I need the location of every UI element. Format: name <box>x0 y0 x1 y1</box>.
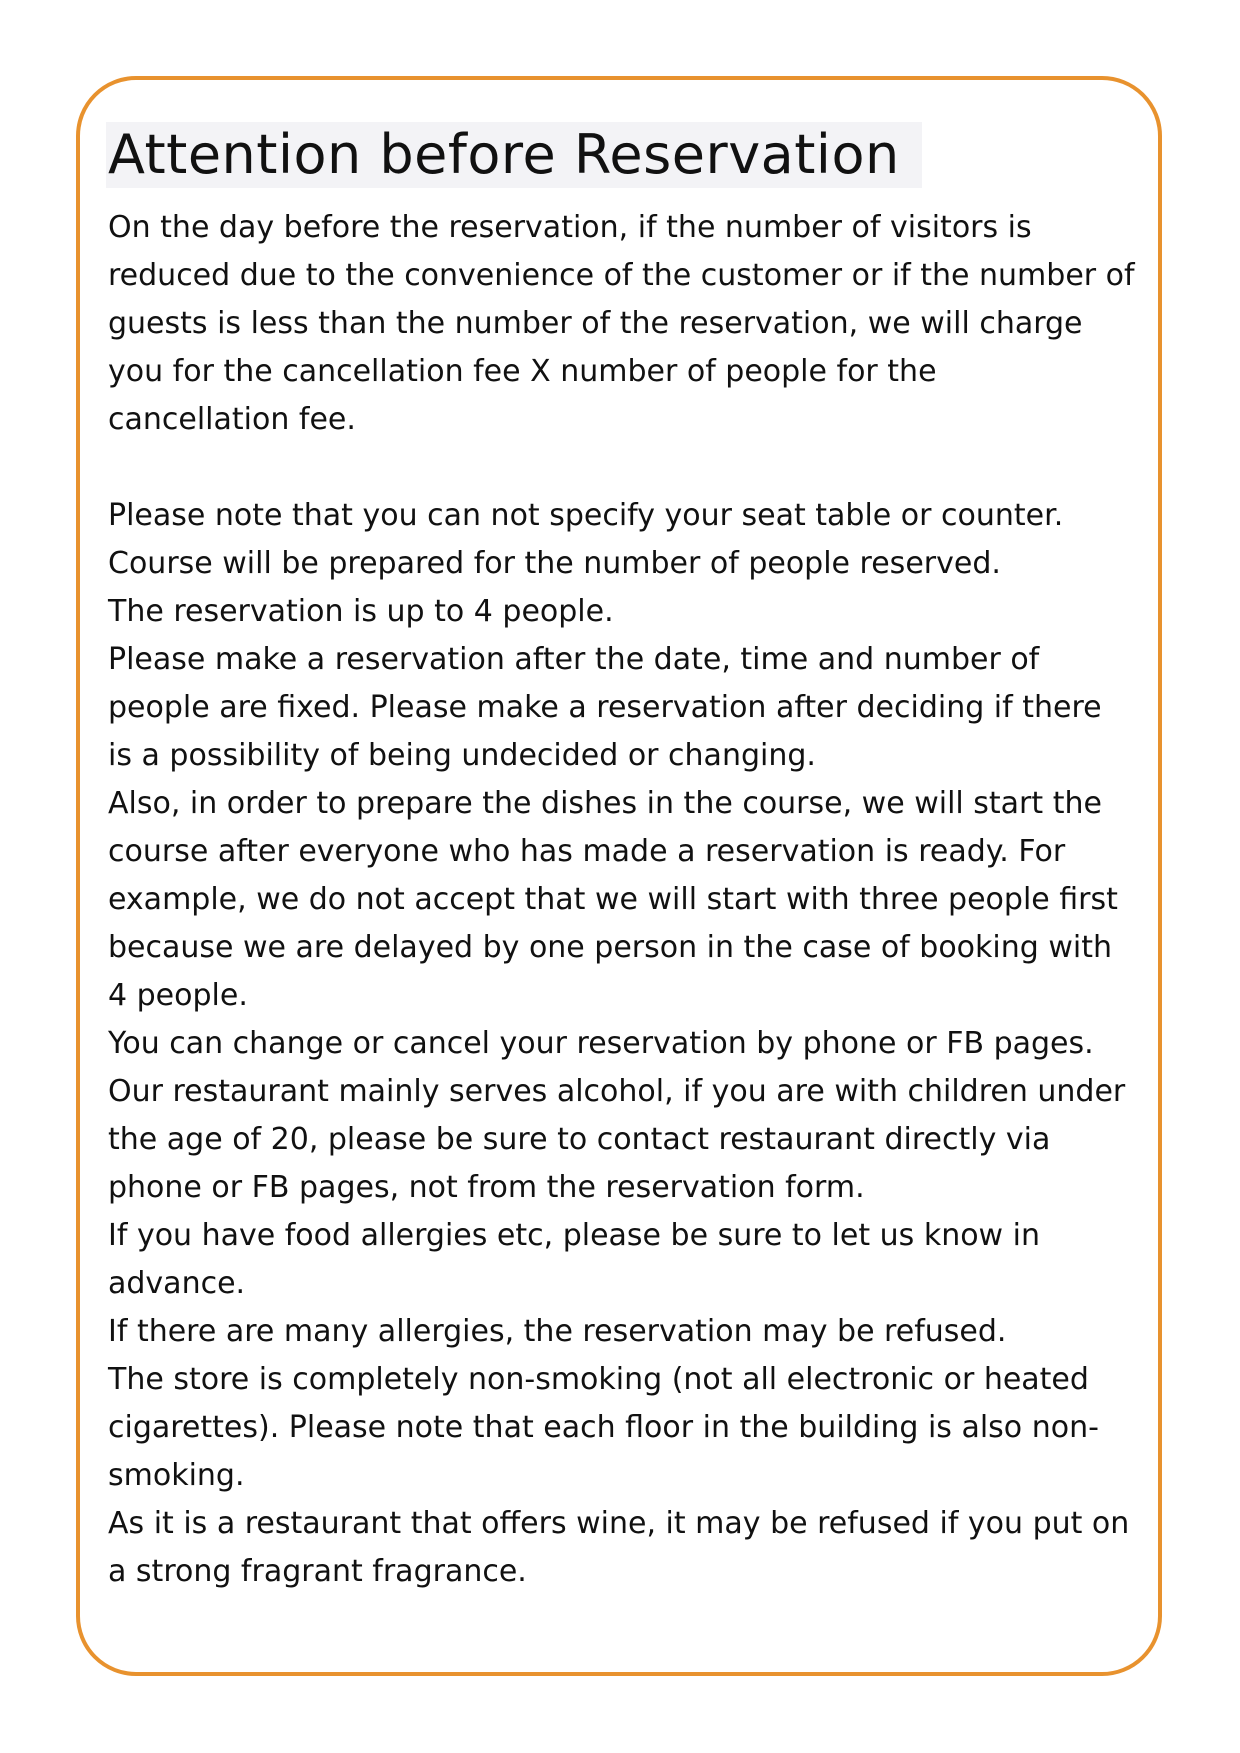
text-line: smoking. <box>108 1458 245 1493</box>
text-line: As it is a restaurant that offers wine, it may be refused if you put on <box>108 1506 1130 1541</box>
text-line: advance. <box>108 1266 246 1301</box>
text-line: Please make a reservation after the date, time and number of <box>108 642 1040 677</box>
text-line: You can change or cancel your reservation by phone or FB pages. <box>108 1026 1094 1061</box>
text-line: a strong fragrant fragrance. <box>108 1554 527 1589</box>
paragraph-gap <box>108 444 1148 492</box>
text-line: Course will be prepared for the number of people reserved. <box>108 546 1001 581</box>
text-line: Also, in order to prepare the dishes in the course, we will start the <box>108 786 1102 821</box>
text-line: The reservation is up to 4 people. <box>108 594 614 629</box>
cancellation-policy-paragraph <box>108 204 1148 444</box>
notice-body <box>108 204 1148 1596</box>
text-line: reduced due to the convenience of the customer or if the number of <box>108 258 1135 293</box>
text-line: 4 people. <box>108 978 248 1013</box>
notice-title: Attention before Reservation <box>106 122 922 188</box>
text-line: people are fixed. Please make a reservation after deciding if there <box>108 690 1102 725</box>
text-line: Please note that you can not specify your seat table or counter. <box>108 498 1064 533</box>
text-line: is a possibility of being undecided or changing. <box>108 738 816 773</box>
text-line: because we are delayed by one person in the case of booking with <box>108 930 1112 965</box>
text-line: On the day before the reservation, if the number of visitors is <box>108 210 1032 245</box>
text-line: example, we do not accept that we will start with three people first <box>108 882 1118 917</box>
text-line: phone or FB pages, not from the reservation form. <box>108 1170 865 1205</box>
text-line: Our restaurant mainly serves alcohol, if you are with children under <box>108 1074 1126 1109</box>
text-line: the age of 20, please be sure to contact restaurant directly via <box>108 1122 1051 1157</box>
text-line: If you have food allergies etc, please be sure to let us know in <box>108 1218 1040 1253</box>
text-line: cancellation fee. <box>108 402 356 437</box>
text-line: If there are many allergies, the reservation may be refused. <box>108 1314 1007 1349</box>
text-line: guests is less than the number of the reservation, we will charge <box>108 306 1083 341</box>
text-line: course after everyone who has made a reservation is ready. For <box>108 834 1066 869</box>
reservation-rules-paragraph <box>108 492 1148 1596</box>
text-line: you for the cancellation fee X number of people for the <box>108 354 937 389</box>
text-line: cigarettes). Please note that each floor in the building is also non- <box>108 1410 1099 1445</box>
text-line: The store is completely non-smoking (not all electronic or heated <box>108 1362 1089 1397</box>
